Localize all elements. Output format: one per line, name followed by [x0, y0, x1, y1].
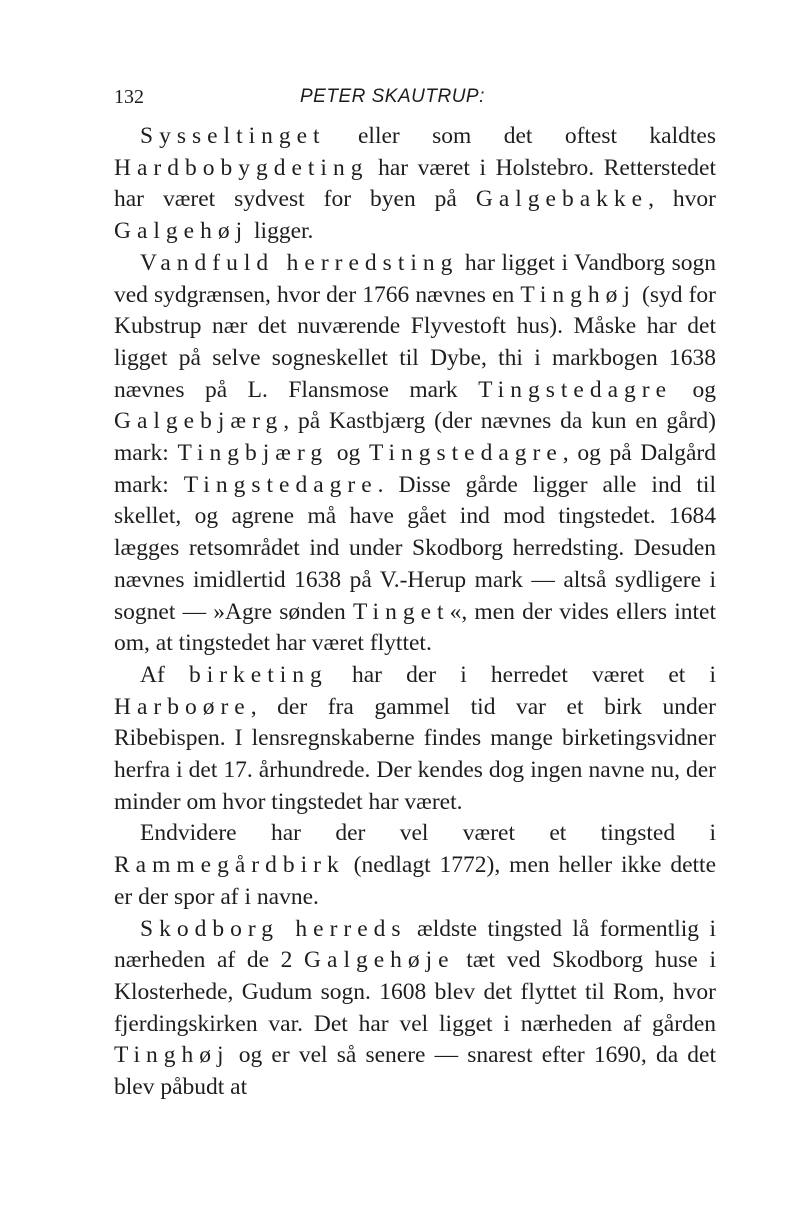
- spaced-term: Rammegårdbirk: [114, 852, 345, 879]
- page-header: [114, 86, 714, 116]
- spaced-term: Galgebakke: [475, 186, 649, 213]
- text-run: , på Kastbjærg (der nævnes da kun en gård) mark:: [114, 408, 716, 467]
- spaced-term: Galgehøje: [304, 947, 455, 974]
- text-run: har ligget i Vandborg sogn ved sydgrænsen, hvor der 1766 nævnes en: [114, 249, 716, 308]
- paragraph: [114, 121, 716, 248]
- spaced-term: Harboøre: [114, 693, 251, 720]
- spaced-term: Tingstedagre: [478, 376, 673, 403]
- paragraph: [114, 660, 716, 819]
- text-run: og: [328, 440, 369, 467]
- paragraph: [114, 914, 716, 1104]
- spaced-term: Galgehøj: [114, 218, 249, 245]
- spaced-term: Hardbobygdeting: [114, 154, 369, 181]
- paragraph: [114, 248, 716, 660]
- spaced-term: Tinghøj: [520, 281, 636, 308]
- text-run: «, men der vides ellers intet om, at tingstedet har været flyttet.: [114, 598, 716, 657]
- text-run: eller som det oftest kaldtes: [325, 123, 716, 149]
- text-run: (nedlagt 1772), men heller ikke dette er der spor af i navne.: [114, 852, 716, 910]
- text-run: har der i herredet været et i: [327, 661, 717, 688]
- text-run: ligger.: [248, 218, 314, 245]
- text-run: , og på Dalgård mark:: [114, 440, 716, 498]
- spaced-term: Vandfuld herredsting: [140, 249, 459, 276]
- spaced-term: Tinget: [353, 598, 450, 625]
- text-run: Af: [140, 661, 189, 688]
- spaced-term: Sysseltinget: [140, 123, 326, 149]
- text-run: Endvidere har der vel været et tingsted i: [140, 820, 716, 847]
- spaced-term: birketing: [188, 661, 328, 688]
- spaced-term: Galgebjærg: [114, 408, 284, 435]
- text-run: og: [672, 376, 716, 403]
- text-run: og er vel så senere — snarest efter 1690, da det blev påbudt at: [114, 1042, 716, 1101]
- spaced-term: Tingstedagre: [368, 440, 563, 467]
- running-head: PETER SKAUTRUP:: [300, 86, 485, 107]
- body-text: [114, 121, 716, 1104]
- text-run: , hvor: [648, 186, 717, 213]
- text-run: ældste tingsted lå formentlig i nærheden af de 2: [114, 915, 716, 974]
- text-run: (syd for Kubstrup nær det nuværende Flyvestoft hus). Måske har det ligget på selve sogneskellet til Dybe, thi i markbogen 1638 nævnes på L. Flansmose mark: [114, 281, 716, 403]
- spaced-term: Tingstedagre: [183, 471, 378, 498]
- text-run: har været i Holstebro. Retterstedet har været sydvest for byen på: [114, 154, 716, 213]
- spaced-term: Tingbjærg: [177, 440, 329, 467]
- spaced-term: Skodborg herreds: [140, 915, 407, 942]
- text-run: , der fra gammel tid var et birk under Ribebispen. I lensregnskaberne findes mange birketingsvidner herfra i det 17. århundrede. Der kendes dog ingen navne nu, der minder om hvor tingstedet har været.: [114, 693, 716, 815]
- spaced-term: Tinghøj: [114, 1042, 230, 1069]
- paragraph: [114, 818, 716, 913]
- text-run: tæt ved Skodborg huse i Klosterhede, Gudum sogn. 1608 blev det flyttet til Rom, hvor fjerdingskirken var. Det har vel ligget i nærheden af gården: [114, 947, 716, 1037]
- page-number: 132: [114, 86, 144, 108]
- text-run: . Disse gårde ligger alle ind til skellet, og agrene må have gået ind mod tingstedet. 1684 lægges retsområdet ind under Skodborg herredsting. Desuden nævnes imidlertid 1638 på V.-Herup mark — altså sydligere i sognet — »Agre sønden: [114, 471, 716, 625]
